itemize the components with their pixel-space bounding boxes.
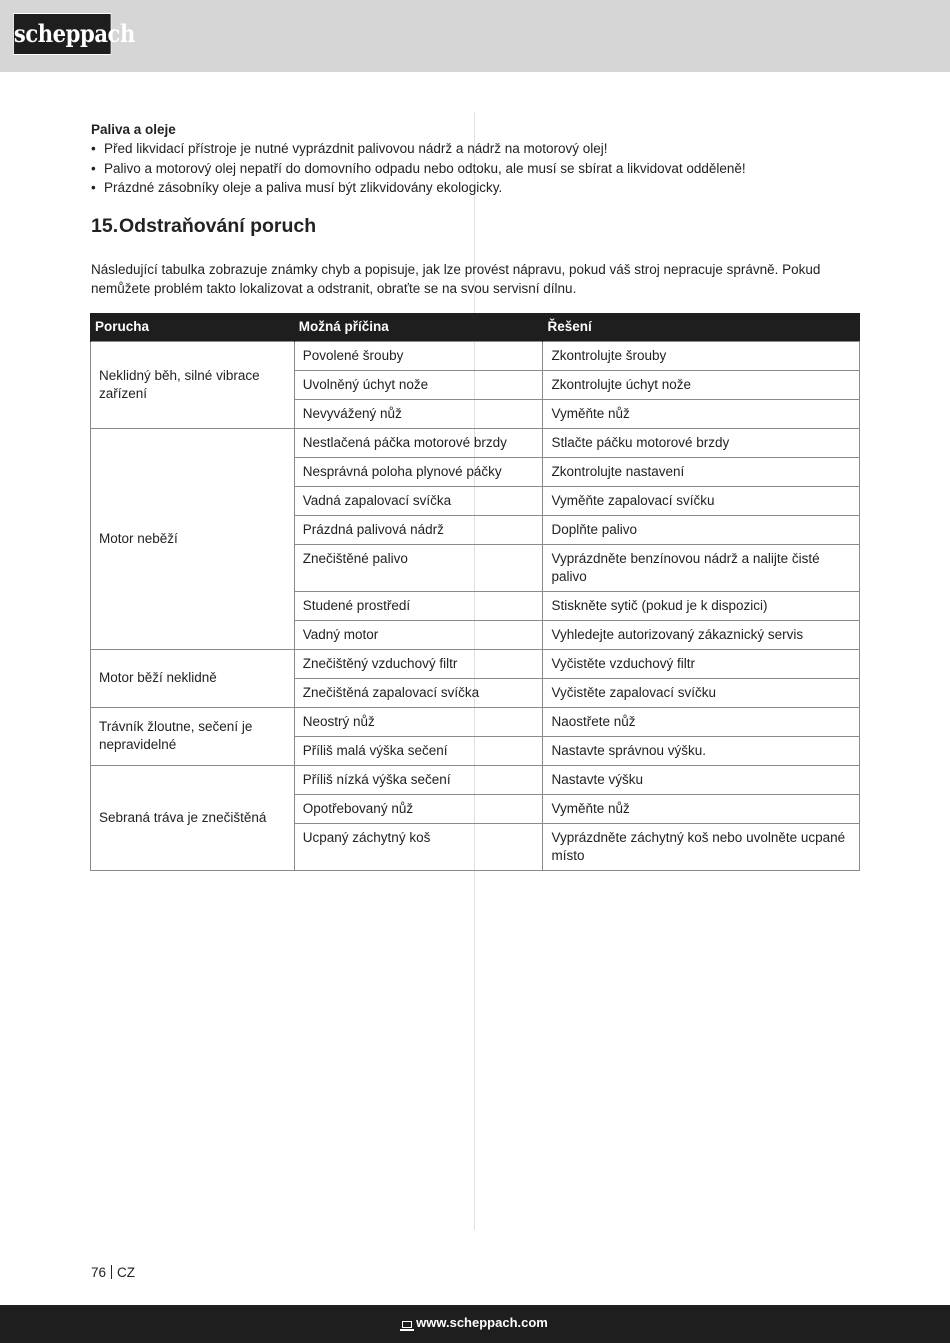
solution-cell: Stlačte páčku motorové brzdy xyxy=(543,428,860,457)
page-content xyxy=(91,120,861,299)
fault-cell: Motor běží neklidně xyxy=(91,649,295,707)
header-fault: Porucha xyxy=(91,313,295,341)
disposal-bullet: • Před likvidací přístroje je nutné vyprázdnit palivovou nádrž a nádrž na motorový olej! xyxy=(91,139,861,159)
solution-cell: Zkontrolujte nastavení xyxy=(543,457,860,486)
table-row xyxy=(91,765,860,794)
solution-cell: Zkontrolujte šrouby xyxy=(543,341,860,370)
cause-cell: Nevyvážený nůž xyxy=(294,399,543,428)
solution-cell: Vyhledejte autorizovaný zákaznický servis xyxy=(543,620,860,649)
solution-cell: Vyměňte zapalovací svíčku xyxy=(543,486,860,515)
cause-cell: Příliš malá výška sečení xyxy=(294,736,543,765)
fault-cell: Trávník žloutne, sečení je nepravidelné xyxy=(91,707,295,765)
header-band xyxy=(0,0,950,72)
footer-band xyxy=(0,1305,950,1343)
cause-cell: Neostrý nůž xyxy=(294,707,543,736)
solution-cell: Vyprázdněte záchytný koš nebo uvolněte ucpané místo xyxy=(543,823,860,870)
table-row xyxy=(91,707,860,736)
laptop-icon xyxy=(402,1321,412,1328)
page-number-separator xyxy=(111,1265,112,1279)
fault-cell: Neklidný běh, silné vibrace zařízení xyxy=(91,341,295,428)
cause-cell: Vadná zapalovací svíčka xyxy=(294,486,543,515)
header-cause: Možná příčina xyxy=(294,313,543,341)
cause-cell: Nesprávná poloha plynové páčky xyxy=(294,457,543,486)
cause-cell: Opotřebovaný nůž xyxy=(294,794,543,823)
solution-cell: Vyměňte nůž xyxy=(543,794,860,823)
solution-cell: Nastavte správnou výšku. xyxy=(543,736,860,765)
fault-cell: Sebraná tráva je znečištěná xyxy=(91,765,295,870)
page-number-value: 76 xyxy=(91,1265,107,1280)
solution-cell: Vyprázdněte benzínovou nádrž a nalijte čisté palivo xyxy=(543,544,860,591)
disposal-bullet: • Prázdné zásobníky oleje a paliva musí být zlikvidovány ekologicky. xyxy=(91,178,861,198)
cause-cell: Prázdná palivová nádrž xyxy=(294,515,543,544)
cause-cell: Nestlačená páčka motorové brzdy xyxy=(294,428,543,457)
cause-cell: Ucpaný záchytný koš xyxy=(294,823,543,870)
table-row xyxy=(91,341,860,370)
cause-cell: Vadný motor xyxy=(294,620,543,649)
table-row xyxy=(91,649,860,678)
solution-cell: Naostřete nůž xyxy=(543,707,860,736)
disposal-bullet: • Palivo a motorový olej nepatří do domovního odpadu nebo odtoku, ale musí se sbírat a likvidovat odděleně! xyxy=(91,159,861,179)
cause-cell: Znečištěný vzduchový filtr xyxy=(294,649,543,678)
table-header-row xyxy=(91,313,860,341)
brand-logo: scheppach xyxy=(13,13,112,55)
cause-cell: Příliš nízká výška sečení xyxy=(294,765,543,794)
cause-cell: Povolené šrouby xyxy=(294,341,543,370)
solution-cell: Vyčistěte vzduchový filtr xyxy=(543,649,860,678)
solution-cell: Doplňte palivo xyxy=(543,515,860,544)
fault-cell: Motor neběží xyxy=(91,428,295,649)
section-title: Odstraňování poruch xyxy=(119,214,317,237)
solution-cell: Vyčistěte zapalovací svíčku xyxy=(543,678,860,707)
disposal-title: Paliva a oleje xyxy=(91,122,176,137)
cause-cell: Uvolněný úchyt nože xyxy=(294,370,543,399)
cause-cell: Znečištěné palivo xyxy=(294,544,543,591)
website-link[interactable]: www.scheppach.com xyxy=(416,1315,548,1330)
header-solution: Řešení xyxy=(543,313,860,341)
solution-cell: Vyměňte nůž xyxy=(543,399,860,428)
section-number: 15. xyxy=(91,214,119,237)
section-intro: Následující tabulka zobrazuje známky chyb a popisuje, jak lze provést nápravu, pokud váš stroj nepracuje správně. Pokud nemůžete problém takto lokalizovat a odstranit, obraťte se na svou servisní dílnu. xyxy=(91,261,821,296)
solution-cell: Zkontrolujte úchyt nože xyxy=(543,370,860,399)
table-row xyxy=(91,428,860,457)
troubleshooting-table xyxy=(90,313,860,871)
page-number xyxy=(91,1265,135,1280)
solution-cell: Nastavte výšku xyxy=(543,765,860,794)
cause-cell: Studené prostředí xyxy=(294,591,543,620)
cause-cell: Znečištěná zapalovací svíčka xyxy=(294,678,543,707)
language-code: CZ xyxy=(117,1265,136,1280)
solution-cell: Stiskněte sytič (pokud je k dispozici) xyxy=(543,591,860,620)
section-heading xyxy=(91,213,861,239)
